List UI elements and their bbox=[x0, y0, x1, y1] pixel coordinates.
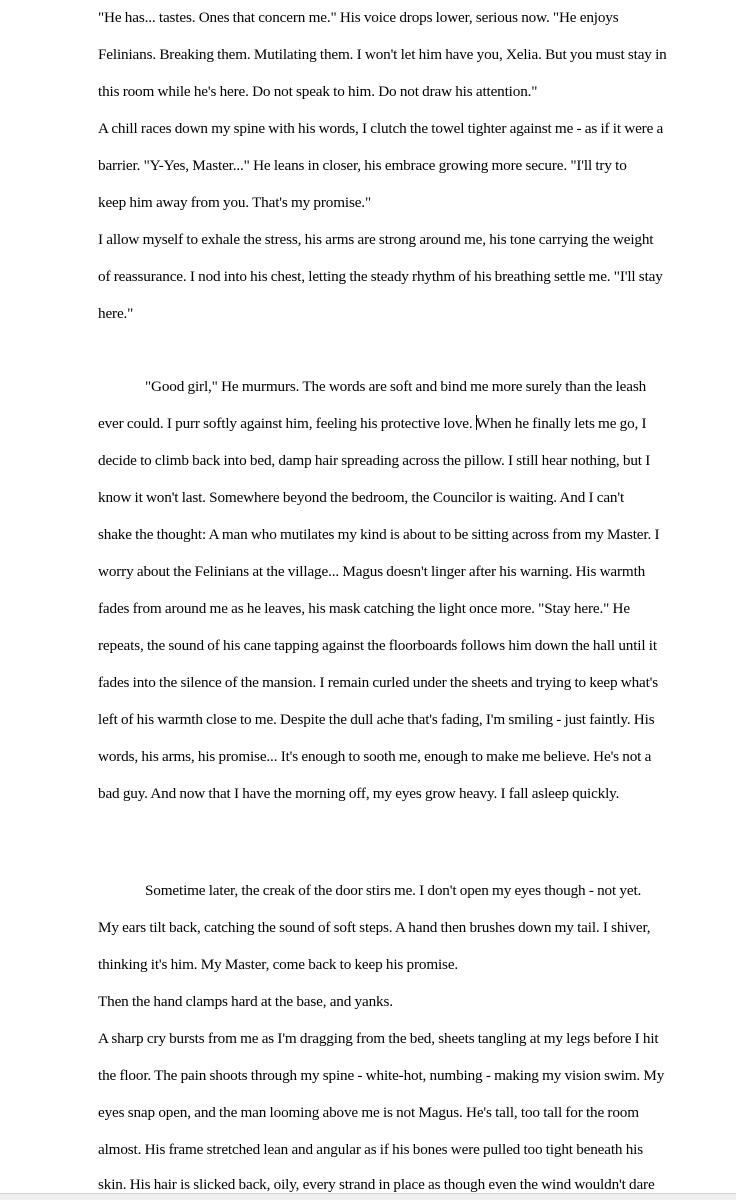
text-line: shake the thought: A man who mutilates my kind is about to be sitting across from my Master. I bbox=[98, 526, 660, 543]
text-line: keep him away from you. That's my promise." bbox=[98, 194, 372, 211]
text-line: fades into the silence of the mansion. I remain curled under the sheets and trying to keep what's bbox=[98, 674, 659, 691]
text-segment: ever could. I purr softly against him, feeling his protective love. bbox=[98, 415, 476, 432]
text-line: words, his arms, his promise... It's enough to sooth me, enough to make me believe. He's not a bbox=[98, 748, 652, 765]
text-line-with-caret bbox=[98, 414, 646, 434]
text-line: of reassurance. I nod into his chest, letting the steady rhythm of his breathing settle me. "I'll stay bbox=[98, 268, 663, 285]
text-line: thinking it's him. My Master, come back to keep his promise. bbox=[98, 956, 459, 973]
text-line: the floor. The pain shoots through my spine - white-hot, numbing - making my vision swim. My bbox=[98, 1067, 665, 1084]
text-line: almost. His frame stretched lean and angular as if his bones were pulled too tight beneath his bbox=[98, 1141, 643, 1158]
text-line: worry about the Felinians at the village... Magus doesn't linger after his warning. His warmth bbox=[98, 563, 646, 580]
text-line: bad guy. And now that I have the morning off, my eyes grow heavy. I fall asleep quickly. bbox=[98, 785, 620, 802]
text-line: A chill races down my spine with his words, I clutch the towel tighter against me - as if it were a bbox=[98, 120, 664, 137]
text-line: Felinians. Breaking them. Mutilating them. I won't let him have you, Xelia. But you must stay in bbox=[98, 46, 667, 63]
text-line: fades from around me as he leaves, his mask catching the light once more. "Stay here." He bbox=[98, 600, 630, 617]
text-segment: When he finally lets me go, I bbox=[475, 415, 647, 432]
text-line: eyes snap open, and the man looming above me is not Magus. He's tall, too tall for the room bbox=[98, 1104, 639, 1121]
text-line: A sharp cry bursts from me as I'm dragging from the bed, sheets tangling at my legs before I hit bbox=[98, 1030, 659, 1047]
text-line: this room while he's here. Do not speak to him. Do not draw his attention." bbox=[98, 83, 538, 100]
text-line: I allow myself to exhale the stress, his arms are strong around me, his tone carrying the weight bbox=[98, 231, 654, 248]
text-line: skin. His hair is slicked back, oily, every strand in place as though even the wind wouldn't dare bbox=[98, 1176, 655, 1193]
text-line: My ears tilt back, catching the sound of soft steps. A hand then brushes down my tail. I shiver, bbox=[98, 919, 651, 936]
paragraph-first-line: "Good girl," He murmurs. The words are soft and bind me more surely than the leash bbox=[145, 378, 647, 395]
text-line: Then the hand clamps hard at the base, and yanks. bbox=[98, 993, 393, 1010]
text-line: here." bbox=[98, 305, 134, 322]
page-bottom-edge bbox=[0, 1194, 736, 1200]
text-line: "He has... tastes. Ones that concern me." His voice drops lower, serious now. "He enjoys bbox=[98, 9, 619, 26]
text-line: left of his warmth close to me. Despite the dull ache that's fading, I'm smiling - just faintly. His bbox=[98, 711, 655, 728]
text-line: decide to climb back into bed, damp hair spreading across the pillow. I still hear nothing, but I bbox=[98, 452, 651, 469]
text-line: repeats, the sound of his cane tapping against the floorboards follows him down the hall until it bbox=[98, 637, 657, 654]
text-line: barrier. "Y-Yes, Master..." He leans in closer, his embrace growing more secure. "I'll try to bbox=[98, 157, 627, 174]
text-line: know it won't last. Somewhere beyond the bedroom, the Councilor is waiting. And I can't bbox=[98, 489, 625, 506]
paragraph-first-line: Sometime later, the creak of the door stirs me. I don't open my eyes though - not yet. bbox=[145, 882, 642, 899]
